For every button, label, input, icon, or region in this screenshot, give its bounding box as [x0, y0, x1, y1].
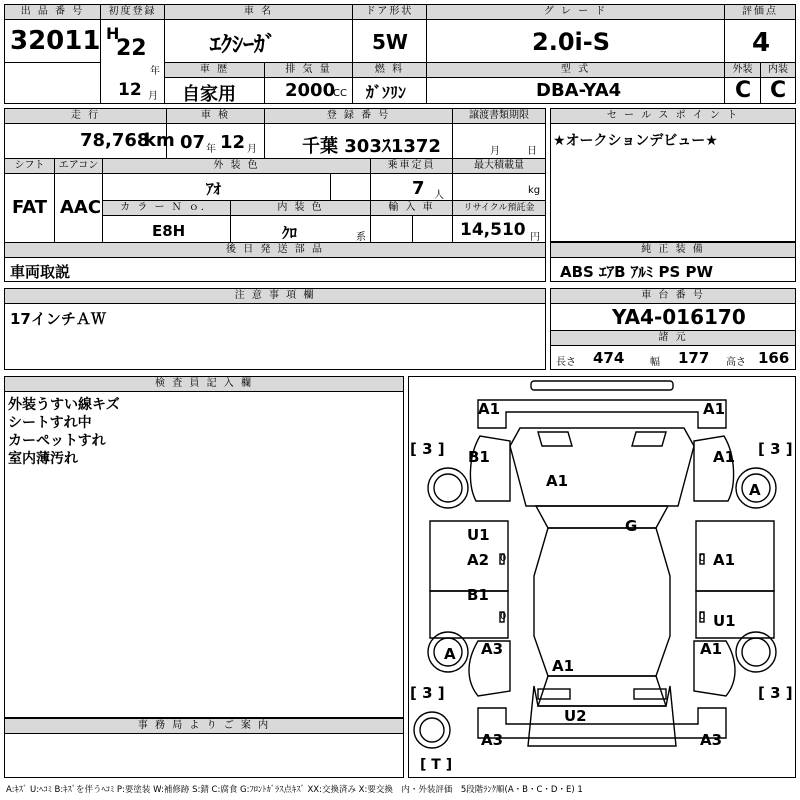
office-label: 事 務 局 よ り ご 案 内 [5, 719, 403, 734]
zero-rr: 0 [699, 611, 706, 622]
sales-point: ★オークションデビュー★ [553, 133, 718, 149]
plate-label: 登 録 番 号 [265, 109, 452, 124]
fuel-label: 燃 料 [353, 63, 426, 78]
inspector-line-4: 室内薄汚れ [8, 451, 78, 467]
displacement: 2000 [285, 80, 336, 101]
mark-trunk: A1 [552, 657, 575, 675]
tire-rl-depth: [ 3 ] [410, 684, 445, 702]
mark-hood: A1 [546, 472, 569, 490]
exterior-label: 外装 [725, 63, 760, 78]
zero-fl: 0 [500, 553, 507, 564]
length: 474 [593, 349, 625, 367]
shift: FAT [12, 197, 48, 218]
genuine-label: 純 正 装 備 [551, 243, 795, 258]
inspection-month: 12 [220, 132, 246, 153]
mark-front-left: A1 [478, 400, 501, 418]
mark-door-fl-lower: A2 [467, 551, 490, 569]
interior-color-label: 内 装 色 [231, 201, 370, 216]
interior-color-unit: 系 [356, 232, 366, 243]
lot-no-label: 出 品 番 号 [5, 5, 100, 20]
exterior-color: ｱｵ [206, 180, 222, 198]
later-parts: 車両取説 [10, 263, 71, 281]
inspection-label: 車 検 [167, 109, 264, 124]
history-label: 車 歴 [165, 63, 264, 78]
later-parts-label: 後 日 発 送 部 品 [5, 243, 545, 258]
capacity: 7 [412, 178, 425, 199]
era: H [106, 24, 120, 43]
mark-wheel-rl: A [444, 645, 456, 663]
mark-rear-qtr-left: A3 [481, 640, 504, 658]
interior-score: C [770, 78, 787, 103]
inspection-year: 07 [180, 132, 206, 153]
color-label: 外 装 色 [103, 159, 370, 174]
car-name: ｴｸｼｰｶﾞ [210, 33, 277, 58]
length-label: 長さ [556, 357, 576, 368]
tire-fl-depth: [ 3 ] [410, 440, 445, 458]
tire-fr-depth: [ 3 ] [758, 440, 793, 458]
inspector-line-1: 外装うすい線キズ [8, 397, 120, 413]
grade: 2.0i-S [532, 28, 610, 56]
import-label: 輸 入 車 [371, 201, 452, 216]
capacity-label: 乗車定員 [371, 159, 452, 174]
legend: A:ｷｽﾞ U:ﾍｺﾐ B:ｷｽﾞを伴うﾍｺﾐ P:要塗装 W:補修跡 S:錆 C:腐食 G:ﾌﾛﾝﾄｶﾞﾗｽ点ｷｽﾞ XX:交換済み X:要交換 内・外装評価 5段階ﾗﾝｸ順(A・B・C・D・E) 1 [6, 785, 583, 795]
exterior-score: C [735, 78, 752, 103]
inspector-line-3: カーペットすれ [8, 433, 106, 449]
interior-color: ｸﾛ [282, 224, 298, 242]
inspection-year-unit: 年 [206, 144, 216, 155]
sales-point-label: セ ー ル ス ポ イ ン ト [551, 109, 795, 124]
lot-number: 32011 [10, 26, 101, 56]
car-name-label: 車 名 [165, 5, 352, 20]
chassis-label: 車 台 番 号 [551, 289, 795, 304]
capacity-unit: 人 [434, 190, 444, 201]
mileage-label: 走 行 [5, 109, 166, 124]
car-diagram-svg [408, 376, 796, 778]
mark-fender-left: B1 [468, 448, 490, 466]
mileage: 78,768 [80, 130, 150, 151]
sales-point-block [550, 108, 796, 242]
history: 自家用 [182, 84, 236, 105]
mark-rear-qtr-right: A1 [700, 640, 723, 658]
load-unit: kg [528, 185, 541, 196]
recycle-unit: 円 [530, 232, 540, 243]
first-reg-label: 初度登録 [101, 5, 164, 20]
notes-label: 注 意 事 項 欄 [5, 289, 545, 304]
inspection-month-unit: 月 [247, 144, 257, 155]
mark-roof: G [625, 517, 638, 535]
mark-rear-left: A3 [481, 731, 504, 749]
color-no-label: カ ラ ー Ｎ ｏ． [103, 201, 230, 216]
zero-fr: 0 [699, 553, 706, 564]
color-number: E8H [152, 222, 186, 240]
reg-month: 12 [118, 80, 142, 100]
plate-number: 千葉 303ｽ1372 [302, 136, 441, 157]
shift-label: シフト [5, 159, 54, 174]
height: 166 [758, 349, 790, 367]
displacement-unit: CC [333, 88, 347, 99]
chassis-number: YA4-016170 [612, 305, 746, 329]
transfer-label: 譲渡書類期限 [453, 109, 545, 124]
door-type: 5W [372, 30, 408, 54]
reg-year: 22 [116, 36, 147, 61]
mark-front-right: A1 [703, 400, 726, 418]
mark-rear-right: A3 [700, 731, 723, 749]
score: 4 [752, 28, 771, 58]
door-label: ドア形状 [353, 5, 426, 20]
mark-door-fl-upper: U1 [467, 526, 490, 544]
width-label: 幅 [650, 357, 660, 368]
mark-fender-right: A1 [713, 448, 736, 466]
zero-rl: 0 [500, 611, 507, 622]
spare-tire-label: [ T ] [420, 757, 453, 773]
year-unit: 年 [150, 66, 160, 77]
mark-wheel-fr: A [749, 481, 761, 499]
ac-label: エアコン [55, 159, 102, 174]
model-code: DBA-YA4 [536, 80, 622, 101]
mark-door-rl: B1 [467, 586, 489, 604]
transfer-day-unit: 日 [527, 146, 537, 157]
grade-label: グ レ ー ド [427, 5, 724, 20]
model-label: 型 式 [427, 63, 724, 78]
fuel: ｶﾞｿﾘﾝ [366, 83, 407, 102]
recycle-fee: 14,510 [460, 220, 526, 240]
inspector-label: 検 査 員 記 入 欄 [5, 377, 403, 392]
inspector-line-2: シートすれ中 [8, 415, 92, 431]
month-unit: 月 [148, 91, 158, 102]
spec-label: 諸 元 [551, 330, 795, 346]
displacement-label: 排 気 量 [265, 63, 352, 78]
mark-rear-bumper: U2 [564, 707, 587, 725]
genuine-equipment: ABS ｴｱB ｱﾙﾐ PS PW [560, 263, 714, 281]
recycle-label: リサイクル預託金 [453, 201, 545, 216]
mileage-unit: km [144, 130, 175, 151]
score-label: 評価点 [725, 5, 795, 20]
height-label: 高さ [726, 357, 746, 368]
mark-door-rr: U1 [713, 612, 736, 630]
load-label: 最大積載量 [453, 159, 545, 174]
interior-label: 内装 [761, 63, 795, 78]
transfer-month-unit: 月 [490, 146, 500, 157]
ac: AAC [60, 197, 102, 218]
width: 177 [678, 349, 710, 367]
tire-rr-depth: [ 3 ] [758, 684, 793, 702]
mark-door-fr: A1 [713, 551, 736, 569]
notes: 17インチＡＷ [10, 310, 106, 328]
